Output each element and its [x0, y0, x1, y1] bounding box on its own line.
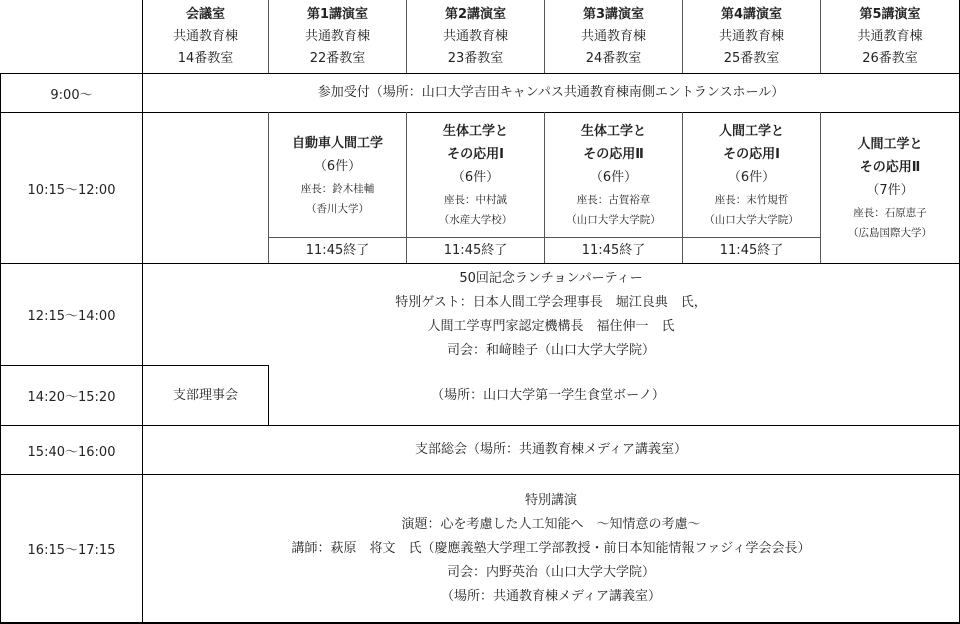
session-end-time: 11:45終了: [719, 242, 784, 258]
luncheon-cell: [143, 264, 959, 365]
room-building: 共通教育棟: [172, 29, 238, 44]
session-count: （7件）: [866, 183, 914, 198]
session-2: [407, 113, 544, 237]
room-name: 第4講演室: [720, 7, 783, 22]
room-name: 会議室: [185, 7, 225, 22]
time-lecture: [1, 475, 142, 622]
lecture-location: （場所：共通教育棟メディア講義室）: [441, 588, 661, 604]
lecture-title: 特別講演: [524, 492, 577, 508]
room-name: 第2講演室: [444, 7, 507, 22]
header-room-5: [821, 0, 959, 73]
session-count: （6件）: [727, 170, 776, 185]
session-chair: 座長：鈴木桂輔: [300, 182, 375, 195]
session-3-end: [545, 238, 682, 263]
session-4: [683, 113, 820, 237]
session-end-time: 11:45終了: [305, 242, 370, 258]
reception-cell: [143, 74, 959, 112]
luncheon-guest-2: 人間工学専門家認定機構長 福住伸一 氏: [427, 318, 675, 334]
time-sessions: [1, 113, 142, 263]
room-number: 22番教室: [309, 51, 366, 66]
header-room-4: [683, 0, 820, 73]
time-reception: [1, 74, 142, 112]
time-label: 10:15～12:00: [27, 182, 116, 198]
time-label: 9:00～: [50, 87, 93, 103]
room-building: 共通教育棟: [718, 29, 784, 44]
session-end-time: 11:45終了: [443, 242, 508, 258]
time-general: [1, 426, 142, 474]
session-affiliation: （山口大学大学院）: [566, 214, 661, 226]
room-building: 共通教育棟: [442, 29, 508, 44]
session-3: [545, 113, 682, 237]
session-affiliation: （水産大学校）: [438, 214, 513, 226]
board-cell: [143, 366, 268, 425]
room-number: 24番教室: [585, 51, 642, 66]
session-title-line1: 生体工学と: [580, 124, 646, 139]
luncheon-host: 司会：和﨑睦子（山口大学大学院）: [446, 342, 655, 358]
lecture-cell: [143, 475, 959, 622]
room-number: 14番教室: [177, 51, 234, 66]
session-1-end: [269, 238, 406, 263]
session-title-line2: その応用Ⅰ: [447, 147, 504, 162]
luncheon-location-cell: [269, 366, 959, 425]
session-affiliation: （広島国際大学）: [848, 227, 932, 239]
session-title-line1: 生体工学と: [442, 124, 508, 139]
room-building: 共通教育棟: [304, 29, 370, 44]
session-title-line1: 人間工学と: [857, 137, 923, 152]
room-name: 第5講演室: [859, 7, 921, 22]
time-board: [1, 366, 142, 425]
session-count: （6件）: [313, 158, 362, 174]
header-room-3: [545, 0, 682, 73]
session-title-line2: その応用Ⅱ: [583, 147, 644, 162]
time-label: 12:15～14:00: [27, 309, 116, 324]
header-room-0: [143, 0, 268, 73]
time-label: 14:20～15:20: [27, 390, 116, 405]
general-meeting-cell: [143, 426, 959, 474]
general-meeting-text: 支部総会（場所：共通教育棟メディア講義室）: [415, 442, 687, 457]
reception-text: 参加受付（場所：山口大学吉田キャンパス共通教育棟南側エントランスホール）: [317, 85, 785, 100]
luncheon-guest: 特別ゲスト：日本人間工学会理事長 堀江良典 氏，: [395, 294, 707, 310]
session-chair: 座長：石原恵子: [853, 207, 927, 219]
session-chair: 座長：中村誠: [444, 194, 507, 206]
session-5: [821, 113, 959, 263]
luncheon-location: （場所：山口大学第一学生食堂ボーノ）: [431, 387, 665, 403]
time-label: 15:40～16:00: [27, 444, 116, 460]
session-4-end: [683, 238, 820, 263]
session-affiliation: （香川大学）: [306, 202, 369, 215]
session-title-line1: 人間工学と: [718, 124, 784, 139]
session-end-time: 11:45終了: [581, 242, 646, 258]
luncheon-title: 50回記念ランチョンパーティー: [459, 270, 643, 286]
session-2-end: [407, 238, 544, 263]
header-room-1: [269, 0, 406, 73]
lecture-host: 司会：内野英治（山口大学大学院）: [446, 564, 655, 580]
session-title-line2: その応用Ⅱ: [859, 160, 921, 175]
room-name: 第3講演室: [582, 7, 645, 22]
room-building: 共通教育棟: [857, 29, 923, 44]
lecture-topic: 演題：心を考慮した人工知能へ ～知情意の考慮～: [401, 516, 701, 532]
board-meeting-label: 支部理事会: [172, 387, 238, 403]
session-chair: 座長：末竹規哲: [714, 194, 789, 206]
session-title: 自動車人間工学: [291, 135, 383, 151]
time-label: 16:15～17:15: [27, 543, 116, 558]
header-room-2: [407, 0, 544, 73]
session-affiliation: （山口大学大学院）: [704, 214, 799, 226]
time-luncheon: [1, 264, 142, 365]
lecture-speaker: 講師：萩原 将文 氏（慶應義塾大学理工学部教授・前日本知能情報ファジィ学会会長）: [291, 540, 811, 556]
room-number: 23番教室: [447, 51, 504, 66]
room-building: 共通教育棟: [580, 29, 646, 44]
session-1: [269, 113, 406, 237]
room-number: 25番教室: [723, 51, 780, 66]
session-count: （6件）: [451, 170, 500, 185]
room-number: 26番教室: [862, 51, 918, 66]
session-title-line2: その応用Ⅰ: [723, 147, 780, 162]
session-chair: 座長：古賀裕章: [576, 194, 651, 206]
room-name: 第1講演室: [306, 7, 369, 22]
session-count: （6件）: [589, 170, 638, 185]
